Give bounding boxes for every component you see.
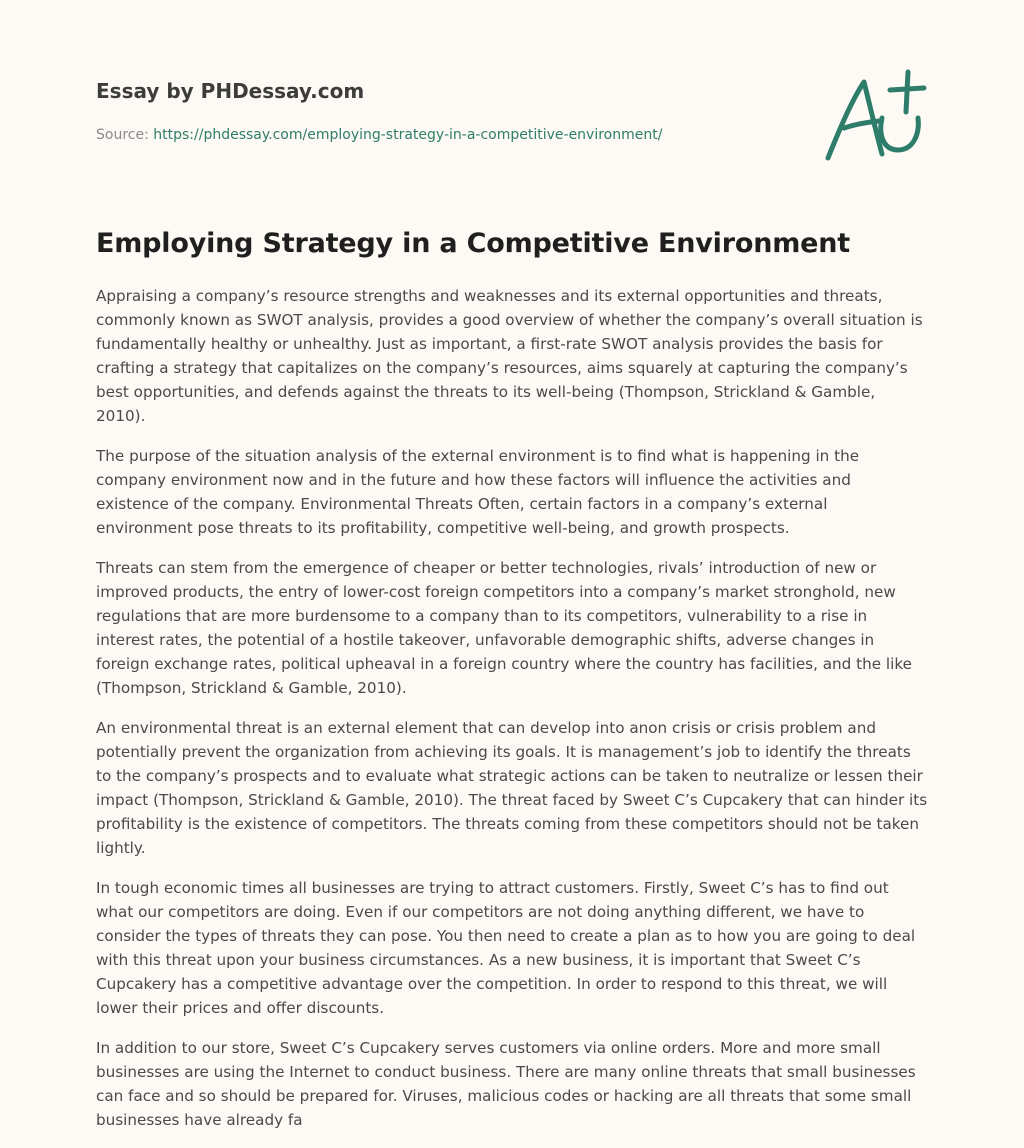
source-link[interactable]: https://phdessay.com/employing-strategy-in-a-competitive-environment/: [153, 127, 663, 143]
essay-body: [96, 284, 928, 1148]
essay-paragraph: In addition to our store, Sweet C’s Cupcakery serves customers via online orders. More and more small businesses are using the Internet to conduct business. There are many online threats that small businesses can face and so should be prepared for. Viruses, malicious codes or hacking are all threats that some small businesses have already fa: [96, 1039, 916, 1129]
essay-paragraph: Appraising a company’s resource strengths and weaknesses and its external opportunities and threats, commonly known as SWOT analysis, provides a good overview of whether the company’s overall situation is fundamentally healthy or unhealthy. Just as important, a first-rate SWOT analysis provides the basis for crafting a strategy that capitalizes on the company’s resources, aims squarely at capturing the company’s best opportunities, and defends against the threats to its well-being (Thompson, Strickland & Gamble, 2010).: [96, 287, 923, 425]
essay-paragraph: An environmental threat is an external element that can develop into anon crisis or crisis problem and potentially prevent the organization from achieving its goals. It is management’s job to identify the threats to the company’s prospects and to evaluate what strategic actions can be taken to neutralize or lessen their impact (Thompson, Strickland & Gamble, 2010). The threat faced by Sweet C’s Cupcakery that can hinder its profitability is the existence of competitors. The threats coming from these competitors should not be taken lightly.: [96, 719, 928, 857]
a-plus-logo-icon: [818, 66, 930, 166]
essay-title: Employing Strategy in a Competitive Environment: [96, 228, 850, 259]
essay-paragraph: The purpose of the situation analysis of the external environment is to find what is happening in the company environment now and in the future and how these factors will influence the activities and existence of the company. Environmental Threats Often, certain factors in a company’s external environment pose threats to its profitability, competitive well-being, and growth prospects.: [96, 447, 860, 537]
page-header: [96, 78, 816, 144]
source-label: Source:: [96, 127, 154, 143]
site-title: Essay by PHDessay.com: [96, 79, 365, 103]
essay-paragraph: In tough economic times all businesses are trying to attract customers. Firstly, Sweet C’s has to find out what our competitors are doing. Even if our competitors are not doing anything different, we have to consider the types of threats they can pose. You then need to create a plan as to how you are going to deal with this threat upon your business circumstances. As a new business, it is important that Sweet C’s Cupcakery has a competitive advantage over the competition. In order to respond to this threat, we will lower their prices and offer discounts.: [96, 879, 916, 1017]
source-line: [96, 126, 816, 144]
essay-paragraph: Threats can stem from the emergence of cheaper or better technologies, rivals’ introduction of new or improved products, the entry of lower-cost foreign competitors into a company’s market stronghold, new regulations that are more burdensome to a company than to its competitors, vulnerability to a rise in interest rates, the potential of a hostile takeover, unfavorable demographic shifts, adverse changes in foreign exchange rates, political upheaval in a foreign country where the country has facilities, and the like (Thompson, Strickland & Gamble, 2010).: [96, 559, 912, 697]
